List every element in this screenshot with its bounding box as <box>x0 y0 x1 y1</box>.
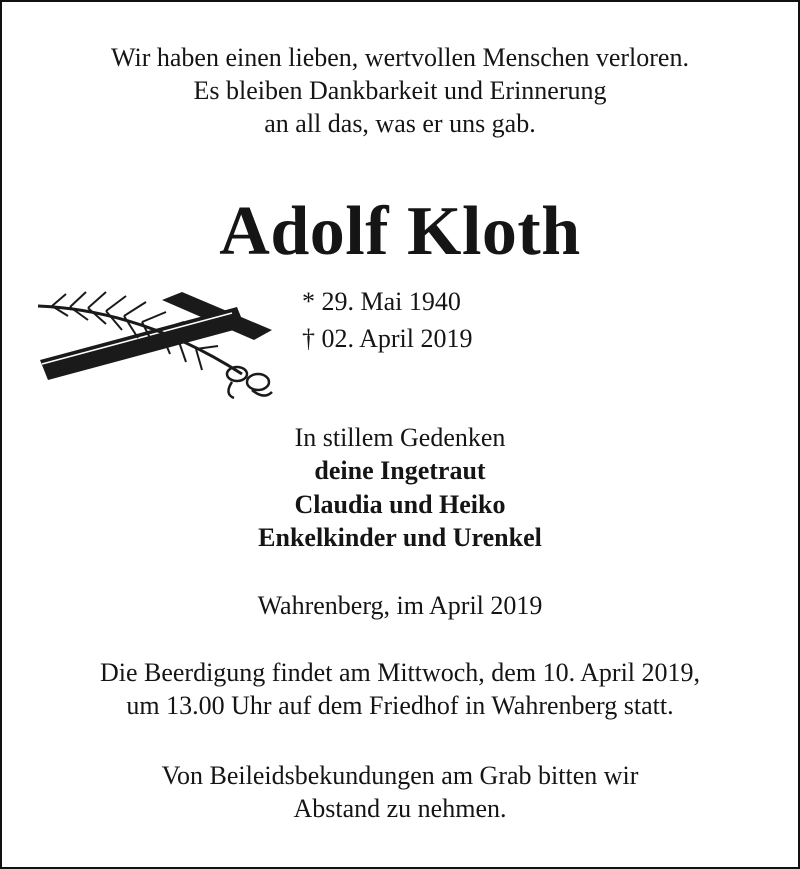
place-date: Wahrenberg, im April 2019 <box>257 591 543 620</box>
mourner-name: Enkelkinder und Urenkel <box>258 523 542 552</box>
mourners-intro: In stillem Gedenken <box>294 423 506 452</box>
mourner-name: deine Ingetraut <box>314 456 486 485</box>
mourner-name: Claudia und Heiko <box>294 490 506 519</box>
intro-line-3: an all das, was er uns gab. <box>264 109 536 138</box>
cross-with-palm-branch-icon <box>32 282 277 402</box>
death-date: † 02. April 2019 <box>302 324 473 353</box>
deceased-name: Adolf Kloth <box>219 193 581 270</box>
intro-line-1: Wir haben einen lieben, wertvollen Menschen verloren. <box>111 43 689 72</box>
condolence-line-2: Abstand zu nehmen. <box>293 794 507 823</box>
intro-line-2: Es bleiben Dankbarkeit und Erinnerung <box>193 76 607 105</box>
condolence-line-1: Von Beileidsbekundungen am Grab bitten wir <box>161 761 639 790</box>
funeral-line-1: Die Beerdigung findet am Mittwoch, dem 10. April 2019, <box>99 658 701 687</box>
funeral-line-2: um 13.00 Uhr auf dem Friedhof in Wahrenberg statt. <box>126 691 674 720</box>
birth-date: * 29. Mai 1940 <box>302 287 461 316</box>
